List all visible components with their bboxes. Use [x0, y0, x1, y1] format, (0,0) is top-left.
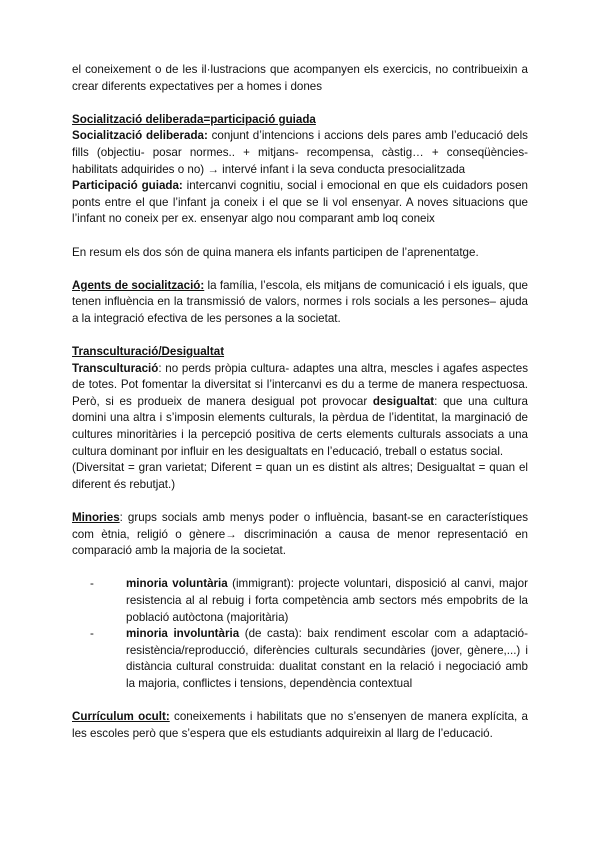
list-item [90, 576, 528, 626]
paragraph-minories [72, 510, 528, 560]
spacer [72, 228, 528, 245]
term-participacio-guiada: Participació guiada: [72, 179, 183, 193]
spacer [72, 261, 528, 278]
definition-text: (immigrant): projecte voluntari, disposició al canvi, major resistencia al al rebuig i forta competència amb sectors més empobrits de la població autòctona (majoritària) [126, 577, 528, 624]
definition-text: : que una cultura domini una altra i s’imposin elements culturals, la pèrdua de l’identitat, la marginació de cultures minoritàries i la percepció positiva de certs elements culturals associats a una cultura dominant por influir en les desigualtats en l’educació, treball o estatus social. [72, 394, 528, 458]
document-page [72, 62, 528, 742]
term-desigualtat: desigualtat [372, 394, 435, 408]
term-minories: Minories [72, 511, 120, 525]
term-transculturacio: Transculturació [72, 361, 159, 375]
paragraph-definitions-note: (Diversitat = gran varietat; Diferent = quan un es distint als altres; Desigualtat = quan el diferent és rebutjat.) [72, 461, 528, 491]
definition-text: (de casta): baix rendiment escolar com a adaptació-resistència/reproducció, diferències culturals secundàries (jover, gènere,...) i distància cultural construida: dualitat constant en la relació i negociació amb la majoria, conflictes i tensions, dependència contextual [126, 627, 528, 690]
definition-text: coneixements i habilitats que no s’ensenyen de manera explícita, a les escoles però que s’espera que els estudiants adquireixin al llarg de l’educació. [72, 710, 528, 740]
list-dash: - [90, 577, 94, 591]
term-curriculum-ocult: Currículum ocult: [72, 710, 170, 724]
definition-text: : no perds pròpia cultura- adaptes una altra, mescles i agafes aspectes de totes. Pot fomentar la diversitat si l’intercanvi es du a terme de manera respectuosa. Però, si es produeix de manera desigual pot provocar [72, 361, 528, 408]
spacer [72, 560, 528, 577]
paragraph-socialitzacio-deliberada [72, 128, 528, 178]
definition-text: conjunt d’intencions i accions dels pares amb l’educació dels fills (objectiu- posar normes.. + mitjans- recompensa, càstig… + conseqüències- habilitats adquirides o no) → intervé infant i la seva conducta presocialitzada [72, 129, 528, 176]
spacer [72, 328, 528, 345]
term-minoria-voluntaria: minoria voluntària [126, 577, 228, 591]
minorities-list [72, 576, 528, 692]
term-agents-socialitzacio: Agents de socialització: [72, 278, 205, 292]
definition-text: : grups socials amb menys poder o influència, basant-se en característiques com ètnia, religió o gènere→ discriminación a causa de menor representació en comparació amb la majoria de la societat. [72, 511, 528, 558]
definition-text: intercanvi cognitiu, social i emocional en que els cuidadors posen ponts entre el que l’infant ja coneix i el que se li vol ensenyar. A noves situacions que l’infant no coneix per ex. ensenyar algo nou comparant amb loq coneix [72, 179, 528, 226]
definition-text: la família, l’escola, els mitjans de comunicació i els iguals, que tenen influència en la transmissió de valors, normes i rols socials a les persones– ajuda a la integració efectiva de les persones a la societat. [72, 278, 529, 325]
intro-paragraph: el coneixement o de les il·lustracions que acompanyen els exercicis, no contribueixin a crear diferents expectatives per a homes i dones [72, 63, 528, 93]
section-heading-transculturacio: Transculturació/Desigualtat [72, 345, 225, 359]
paragraph-participacio-guiada [72, 178, 528, 228]
paragraph-curriculum-ocult [72, 709, 528, 742]
spacer [72, 693, 528, 710]
paragraph-transculturacio [72, 361, 528, 461]
term-minoria-involuntaria: minoria involuntària [126, 627, 240, 641]
section-heading-socialitzacio: Socialització deliberada=participació guiada [72, 112, 316, 126]
spacer [72, 95, 528, 112]
list-item [90, 626, 528, 692]
term-socialitzacio-deliberada: Socialització deliberada: [72, 129, 208, 143]
list-dash: - [90, 627, 94, 641]
paragraph-agents-socialitzacio [72, 278, 528, 328]
summary-paragraph: En resum els dos són de quina manera els infants participen de l’aprenentatge. [72, 245, 479, 259]
spacer [72, 493, 528, 510]
